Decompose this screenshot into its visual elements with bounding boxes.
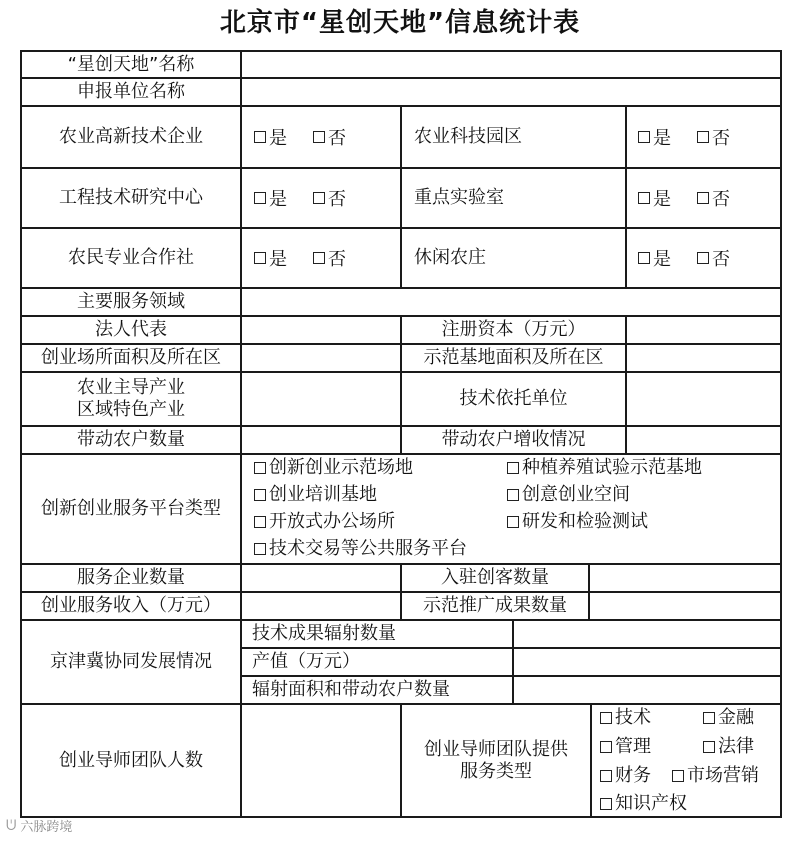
page-title: 北京市“星创天地”信息统计表 [219, 8, 581, 38]
label-tech-support: 技术依托单位 [459, 388, 568, 409]
yes-no-coop[interactable]: 是 否 [254, 229, 346, 287]
checkbox-icon[interactable] [672, 770, 684, 782]
rule [625, 105, 627, 287]
rule [512, 619, 514, 705]
label-coop: 农民专业合作社 [68, 247, 194, 268]
yes-no-key-lab[interactable]: 是 否 [638, 169, 730, 227]
checkbox-icon[interactable] [600, 798, 612, 810]
label-demo-results: 示范推广成果数量 [423, 595, 567, 616]
label-agri-tech-enterprise: 农业高新技术企业 [59, 126, 203, 147]
watermark-text: 六脉跨境 [20, 820, 73, 835]
checkbox-icon[interactable] [254, 543, 266, 555]
label-leading-industry-line: 区域特色产业 [77, 399, 185, 420]
label-key-lab: 重点实验室 [414, 187, 504, 208]
label-mentor-service [402, 705, 590, 816]
checkbox-icon[interactable] [254, 489, 266, 501]
label-farmers-count: 带动农户数量 [77, 429, 185, 450]
platform-option[interactable]: 开放式办公场所 [254, 511, 395, 533]
platform-option[interactable]: 研发和检验测试 [507, 511, 648, 533]
platform-option[interactable]: 创业培训基地 [254, 484, 377, 506]
checkbox-icon[interactable] [600, 741, 612, 753]
label-venue-area: 创业场所面积及所在区 [41, 347, 221, 368]
platform-option[interactable]: 创意创业空间 [507, 484, 630, 506]
label-mentor-count: 创业导师团队人数 [59, 749, 203, 771]
rule [625, 315, 627, 455]
checkbox-icon[interactable] [254, 131, 266, 143]
checkbox-icon[interactable] [254, 462, 266, 474]
label-enterprises-served: 服务企业数量 [77, 567, 185, 588]
label-farmers-income: 带动农户增收情况 [441, 429, 586, 450]
label-reg-capital: 注册资本（万元） [441, 319, 586, 340]
mentor-option[interactable]: 金融 [703, 707, 754, 729]
platform-option[interactable]: 技术交易等公共服务平台 [254, 538, 467, 560]
checkbox-icon[interactable] [507, 516, 519, 528]
checkbox-icon[interactable] [507, 489, 519, 501]
yes-no-agri-tech-enterprise[interactable]: 是 否 [254, 107, 346, 167]
mentor-option[interactable]: 财务 [600, 765, 651, 787]
checkbox-icon[interactable] [697, 252, 709, 264]
label-legal-rep: 法人代表 [95, 319, 167, 340]
mentor-option[interactable]: 技术 [600, 707, 651, 729]
label-agri-tech-park: 农业科技园区 [414, 126, 522, 147]
checkbox-icon[interactable] [313, 252, 325, 264]
mentor-option[interactable]: 知识产权 [600, 793, 687, 815]
watermark [6, 816, 72, 835]
rule [780, 50, 782, 818]
label-mentor-service-line: 创业导师团队提供 [424, 738, 568, 760]
rule [590, 703, 592, 818]
yes-no-eng-center[interactable]: 是 否 [254, 169, 346, 227]
watermark-logo-icon: ᕫ [6, 817, 17, 834]
checkbox-icon[interactable] [313, 131, 325, 143]
mentor-option[interactable]: 市场营销 [672, 765, 759, 787]
checkbox-icon[interactable] [638, 192, 650, 204]
label-eng-center: 工程技术研究中心 [59, 187, 203, 208]
label-name: “星创天地”名称 [67, 53, 195, 75]
checkbox-icon[interactable] [254, 192, 266, 204]
label-platform-type: 创新创业服务平台类型 [41, 498, 221, 519]
label-jjj-sub: 辐射面积和带动农户数量 [252, 679, 450, 700]
checkbox-icon[interactable] [703, 741, 715, 753]
platform-option[interactable]: 种植养殖试验示范基地 [507, 457, 702, 479]
mentor-option[interactable]: 管理 [600, 736, 651, 758]
yes-no-agri-tech-park[interactable]: 是 否 [638, 107, 730, 167]
checkbox-icon[interactable] [638, 131, 650, 143]
rule [588, 563, 590, 621]
label-jjj: 京津冀协同发展情况 [50, 651, 212, 672]
platform-option[interactable]: 创新创业示范场地 [254, 457, 413, 479]
checkbox-icon[interactable] [507, 462, 519, 474]
checkbox-icon[interactable] [638, 252, 650, 264]
label-demo-area: 示范基地面积及所在区 [423, 347, 604, 368]
label-service-area: 主要服务领域 [77, 291, 185, 312]
checkbox-icon[interactable] [697, 192, 709, 204]
checkbox-icon[interactable] [600, 770, 612, 782]
checkbox-icon[interactable] [254, 516, 266, 528]
checkbox-icon[interactable] [697, 131, 709, 143]
mentor-option[interactable]: 法律 [703, 736, 754, 758]
checkbox-icon[interactable] [703, 712, 715, 724]
label-makers-count: 入驻创客数量 [441, 567, 549, 588]
label-jjj-sub: 产值（万元） [252, 651, 360, 672]
label-applicant: 申报单位名称 [77, 81, 185, 102]
label-jjj-sub: 技术成果辐射数量 [252, 623, 396, 644]
label-service-income: 创业服务收入（万元） [41, 595, 221, 616]
checkbox-icon[interactable] [254, 252, 266, 264]
label-leisure-farm: 休闲农庄 [414, 247, 486, 268]
checkbox-icon[interactable] [600, 712, 612, 724]
label-mentor-service-line: 服务类型 [460, 760, 532, 782]
label-leading-industry [22, 373, 240, 425]
yes-no-leisure-farm[interactable]: 是 否 [638, 229, 730, 287]
label-leading-industry-line: 农业主导产业 [77, 377, 185, 398]
checkbox-icon[interactable] [313, 192, 325, 204]
